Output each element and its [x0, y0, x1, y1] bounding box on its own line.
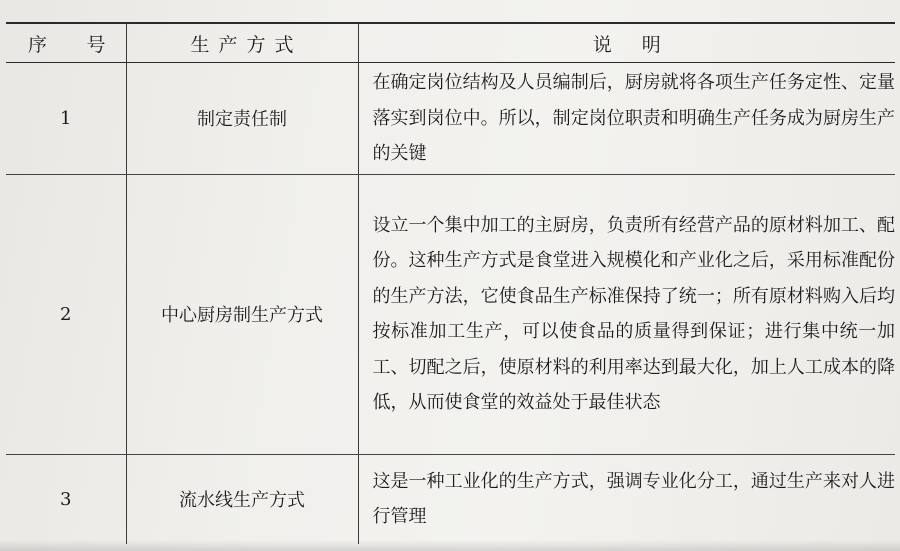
row-mode: 中心厨房制生产方式 [126, 174, 358, 454]
row-mode: 制定责任制 [126, 63, 358, 175]
header-mode-label: 生产方式 [190, 33, 303, 56]
row-number: 3 [6, 454, 126, 544]
row-number: 2 [6, 174, 126, 454]
row-number: 1 [6, 63, 126, 175]
header-description [358, 23, 895, 63]
header-description-label: 说明 [592, 33, 691, 56]
table-row [6, 174, 895, 454]
header-number-char-2: 号 [86, 33, 106, 56]
row-description: 这是一种工业化的生产方式，强调专业化分工，通过生产来对人进行管理 [358, 454, 895, 544]
table-header-row [6, 23, 895, 63]
table-row [6, 454, 895, 544]
header-mode [126, 23, 358, 63]
production-mode-table [6, 22, 895, 544]
header-number [6, 23, 126, 63]
table-row [6, 63, 895, 175]
row-description: 在确定岗位结构及人员编制后，厨房就将各项生产任务定性、定量落实到岗位中。所以，制定岗位职责和明确生产任务成为厨房生产的关键 [358, 63, 895, 175]
row-description: 设立一个集中加工的主厨房，负责所有经营产品的原材料加工、配份。这种生产方式是食堂进入规模化和产业化之后，采用标准配份的生产方法，它使食品生产标准保持了统一；所有原材料购入后均按标准加工生产，可以使食品的质量得到保证；进行集中统一加工、切配之后，使原材料的利用率达到最大化，加上人工成本的降低，从而使食堂的效益处于最佳状态 [358, 174, 895, 454]
header-number-char-1: 序 [28, 33, 48, 56]
page-edge-shadow [0, 540, 900, 551]
row-mode: 流水线生产方式 [126, 454, 358, 544]
